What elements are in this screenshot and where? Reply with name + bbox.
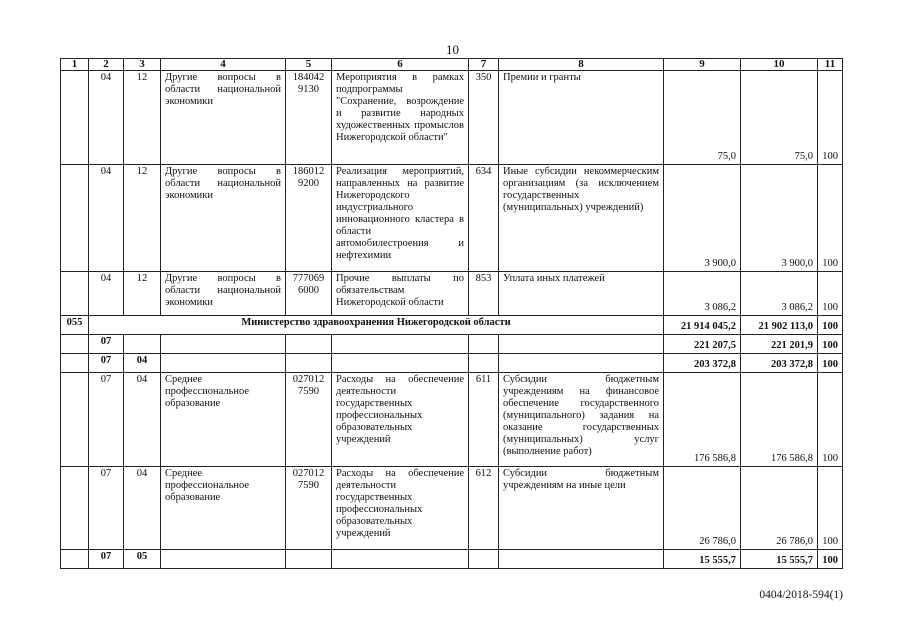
expense-type-code: 611 bbox=[469, 373, 499, 467]
section-name: Другие вопросы в области национальной экономики bbox=[161, 272, 286, 316]
percent: 100 bbox=[818, 316, 843, 335]
target-article: 184042 9130 bbox=[286, 71, 332, 165]
percent: 100 bbox=[818, 71, 843, 165]
col-1-cell bbox=[61, 71, 89, 165]
header-cell: 11 bbox=[818, 59, 843, 71]
table-row bbox=[61, 373, 843, 467]
planned-amount: 26 786,0 bbox=[664, 467, 741, 550]
section-code: 07 bbox=[89, 550, 124, 569]
expense-type-code: 853 bbox=[469, 272, 499, 316]
section-code: 07 bbox=[89, 373, 124, 467]
expense-type-code: 612 bbox=[469, 467, 499, 550]
section-code: 07 bbox=[89, 354, 124, 373]
ministry-row bbox=[61, 316, 843, 335]
expense-type-name: Субсидии бюджетным учреждениям на иные цели bbox=[499, 467, 664, 550]
percent: 100 bbox=[818, 467, 843, 550]
section-code: 04 bbox=[89, 272, 124, 316]
article-name: Прочие выплаты по обязательствам Нижегородской области bbox=[332, 272, 469, 316]
expense-type-name: Премии и гранты bbox=[499, 71, 664, 165]
percent: 100 bbox=[818, 373, 843, 467]
percent: 100 bbox=[818, 272, 843, 316]
planned-amount: 203 372,8 bbox=[664, 354, 741, 373]
subsection-code: 12 bbox=[124, 272, 161, 316]
col-1-cell bbox=[61, 354, 89, 373]
target-article: 027012 7590 bbox=[286, 467, 332, 550]
planned-amount: 3 900,0 bbox=[664, 165, 741, 272]
planned-amount: 221 207,5 bbox=[664, 335, 741, 354]
subsection-total-row bbox=[61, 354, 843, 373]
subsection-code: 05 bbox=[124, 550, 161, 569]
header-cell: 8 bbox=[499, 59, 664, 71]
section-name: Другие вопросы в области национальной экономики bbox=[161, 71, 286, 165]
actual-amount: 21 902 113,0 bbox=[741, 316, 818, 335]
planned-amount: 3 086,2 bbox=[664, 272, 741, 316]
col-1-cell bbox=[61, 272, 89, 316]
section-name: Среднее профессиональное образование bbox=[161, 467, 286, 550]
planned-amount: 15 555,7 bbox=[664, 550, 741, 569]
subsection-code: 12 bbox=[124, 71, 161, 165]
ministry-code: 055 bbox=[61, 316, 89, 335]
actual-amount: 75,0 bbox=[741, 71, 818, 165]
table-row bbox=[61, 71, 843, 165]
table-row bbox=[61, 272, 843, 316]
table-row bbox=[61, 467, 843, 550]
header-cell: 10 bbox=[741, 59, 818, 71]
expense-type-name: Уплата иных платежей bbox=[499, 272, 664, 316]
actual-amount: 26 786,0 bbox=[741, 467, 818, 550]
section-name: Другие вопросы в области национальной экономики bbox=[161, 165, 286, 272]
header-cell: 1 bbox=[61, 59, 89, 71]
planned-amount: 75,0 bbox=[664, 71, 741, 165]
header-cell: 6 bbox=[332, 59, 469, 71]
actual-amount: 221 201,9 bbox=[741, 335, 818, 354]
ministry-title: Министерство здравоохранения Нижегородской области bbox=[89, 316, 664, 335]
budget-table bbox=[60, 58, 843, 569]
col-1-cell bbox=[61, 335, 89, 354]
section-code: 07 bbox=[89, 467, 124, 550]
header-cell: 9 bbox=[664, 59, 741, 71]
actual-amount: 3 900,0 bbox=[741, 165, 818, 272]
percent: 100 bbox=[818, 165, 843, 272]
document-code: 0404/2018-594(1) bbox=[759, 589, 843, 601]
header-cell: 2 bbox=[89, 59, 124, 71]
article-name: Мероприятия в рамках подпрограммы "Сохранение, возрождение и развитие народных художественных промыслов Нижегородской области" bbox=[332, 71, 469, 165]
section-total-row bbox=[61, 335, 843, 354]
actual-amount: 203 372,8 bbox=[741, 354, 818, 373]
subsection-code: 04 bbox=[124, 373, 161, 467]
subsection-code: 12 bbox=[124, 165, 161, 272]
subsection-code: 04 bbox=[124, 354, 161, 373]
header-row bbox=[61, 59, 843, 71]
target-article: 777069 6000 bbox=[286, 272, 332, 316]
actual-amount: 15 555,7 bbox=[741, 550, 818, 569]
col-1-cell bbox=[61, 165, 89, 272]
section-name: Среднее профессиональное образование bbox=[161, 373, 286, 467]
planned-amount: 21 914 045,2 bbox=[664, 316, 741, 335]
header-cell: 4 bbox=[161, 59, 286, 71]
expense-type-code: 634 bbox=[469, 165, 499, 272]
header-cell: 7 bbox=[469, 59, 499, 71]
percent: 100 bbox=[818, 335, 843, 354]
col-1-cell bbox=[61, 550, 89, 569]
page-number: 10 bbox=[446, 42, 459, 57]
target-article: 186012 9200 bbox=[286, 165, 332, 272]
actual-amount: 3 086,2 bbox=[741, 272, 818, 316]
expense-type-code: 350 bbox=[469, 71, 499, 165]
article-name: Реализация мероприятий, направленных на развитие Нижегородского индустриального инновационного кластера в области автомобилестроения и нефтехимии bbox=[332, 165, 469, 272]
subsection-code: 04 bbox=[124, 467, 161, 550]
section-code: 04 bbox=[89, 165, 124, 272]
expense-type-name: Субсидии бюджетным учреждениям на финансовое обеспечение государственного (муниципального) задания на оказание государственных (муниципальных) услуг (выполнение работ) bbox=[499, 373, 664, 467]
percent: 100 bbox=[818, 550, 843, 569]
header-cell: 3 bbox=[124, 59, 161, 71]
percent: 100 bbox=[818, 354, 843, 373]
table-row bbox=[61, 165, 843, 272]
section-code: 07 bbox=[89, 335, 124, 354]
subsection-total-row bbox=[61, 550, 843, 569]
planned-amount: 176 586,8 bbox=[664, 373, 741, 467]
section-code: 04 bbox=[89, 71, 124, 165]
col-1-cell bbox=[61, 467, 89, 550]
target-article: 027012 7590 bbox=[286, 373, 332, 467]
col-1-cell bbox=[61, 373, 89, 467]
article-name: Расходы на обеспечение деятельности государственных профессиональных образовательных учреждений bbox=[332, 467, 469, 550]
header-cell: 5 bbox=[286, 59, 332, 71]
actual-amount: 176 586,8 bbox=[741, 373, 818, 467]
article-name: Расходы на обеспечение деятельности государственных профессиональных образовательных учреждений bbox=[332, 373, 469, 467]
expense-type-name: Иные субсидии некоммерческим организациям (за исключением государственных (муниципальных) учреждений) bbox=[499, 165, 664, 272]
